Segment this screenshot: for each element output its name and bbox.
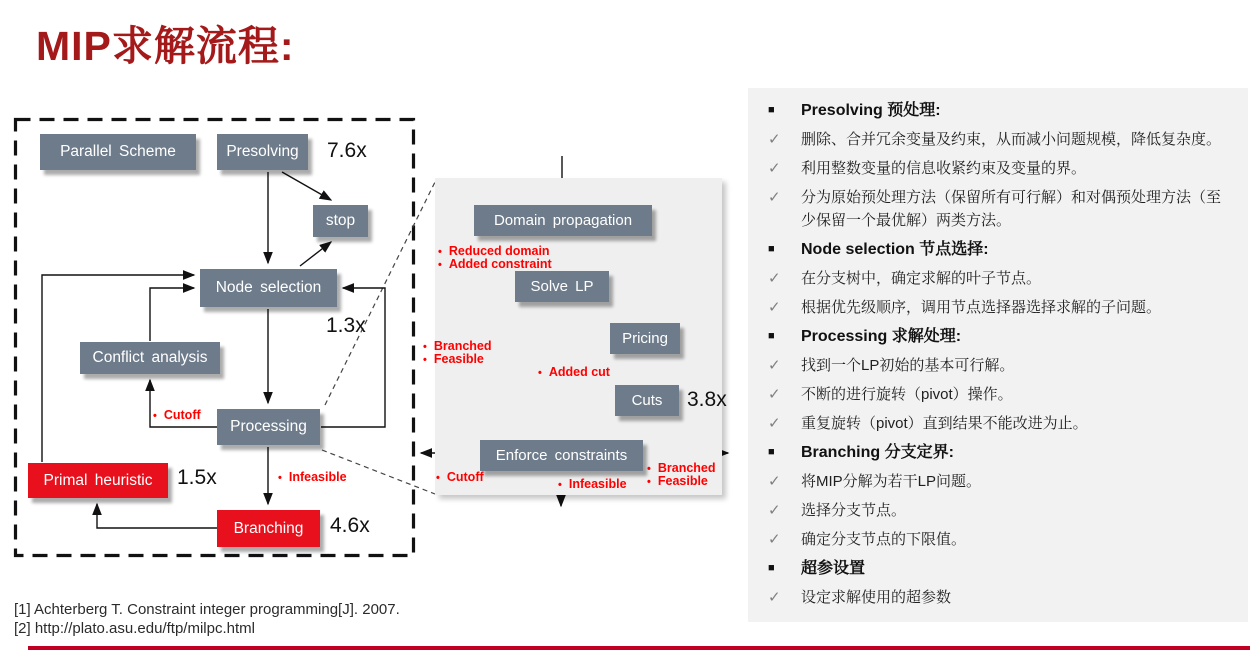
edge-label-text: Cutoff <box>163 408 201 422</box>
node-domain-propagation: Domain propagation <box>474 205 652 236</box>
panel-item-text: 确定分支节点的下限值。 <box>801 531 967 548</box>
panel-item-text: 删除、合并冗余变量及约束，从而减小问题规模，降低复杂度。 <box>801 131 1222 148</box>
panel-item-text: Processing 求解处理: <box>801 328 962 345</box>
edge-label-cutoff <box>153 408 201 422</box>
panel-item-text: 找到一个LP初始的基本可行解。 <box>801 357 1015 374</box>
check-icon: ✓ <box>768 299 781 316</box>
bullet-dot-icon: • <box>647 463 651 475</box>
references <box>14 600 400 638</box>
check-icon: ✓ <box>768 270 781 287</box>
panel-item-text: Node selection 节点选择: <box>801 241 989 258</box>
node-processing: Processing <box>217 409 320 445</box>
panel-item-check <box>768 586 1230 609</box>
check-icon: ✓ <box>768 160 781 177</box>
node-stop: stop <box>313 205 368 237</box>
panel-item-check <box>768 128 1230 151</box>
edge-label-text: Infeasible <box>568 477 627 491</box>
panel-item-header <box>768 557 1230 580</box>
edge-label-reduced-domain <box>438 244 550 258</box>
panel-item-header <box>768 441 1230 464</box>
edge-label-text: Cutoff <box>446 470 484 484</box>
edge-label-feasible-right <box>647 474 708 488</box>
check-icon: ✓ <box>768 189 781 206</box>
edge-label-branched <box>423 339 492 353</box>
node-solve-lp: Solve LP <box>515 271 609 302</box>
edge-label-infeasible-detail <box>558 477 627 491</box>
node-presolving: Presolving <box>217 134 308 170</box>
page-title: MIP求解流程: <box>36 23 295 69</box>
node-branching: Branching <box>217 510 320 547</box>
panel-item-check <box>768 186 1230 232</box>
bullet-dot-icon: • <box>278 472 282 484</box>
check-icon: ✓ <box>768 502 781 519</box>
edge-label-added-cut <box>538 365 610 379</box>
edge-label-cutoff-detail <box>436 470 484 484</box>
bullet-dot-icon: • <box>647 476 651 488</box>
edge-label-text: Branched <box>433 339 492 353</box>
panel-item-check <box>768 412 1230 435</box>
panel-item-header <box>768 99 1230 122</box>
node-pricing: Pricing <box>610 323 680 354</box>
panel-item-check <box>768 296 1230 319</box>
node-node-selection: Node selection <box>200 269 337 307</box>
check-icon: ✓ <box>768 473 781 490</box>
multiplier-node-selection: 1.3x <box>326 314 366 337</box>
node-conflict-analysis: Conflict analysis <box>80 342 220 374</box>
edge-label-text: Reduced domain <box>448 244 550 258</box>
panel-item-text: 选择分支节点。 <box>801 502 907 519</box>
node-enforce-constraints: Enforce constraints <box>480 440 643 471</box>
square-bullet-icon: ■ <box>768 446 775 458</box>
edge-label-added-constraint <box>438 257 552 271</box>
panel-item-check <box>768 383 1230 406</box>
square-bullet-icon: ■ <box>768 562 775 574</box>
edge-label-text: Feasible <box>657 474 708 488</box>
square-bullet-icon: ■ <box>768 243 775 255</box>
check-icon: ✓ <box>768 531 781 548</box>
panel-item-text: 重复旋转（pivot）直到结果不能改进为止。 <box>801 415 1088 432</box>
panel-item-text: 将MIP分解为若干LP问题。 <box>801 473 982 490</box>
bullet-dot-icon: • <box>153 410 157 422</box>
multiplier-primal-heuristic: 1.5x <box>177 466 217 489</box>
panel-item-text: 分为原始预处理方法（保留所有可行解）和对偶预处理方法（至少保留一个最优解）两类方法。 <box>801 189 1222 229</box>
panel-item-text: Presolving 预处理: <box>801 102 941 119</box>
panel-item-text: 超参设置 <box>801 560 866 577</box>
check-icon: ✓ <box>768 589 781 606</box>
check-icon: ✓ <box>768 357 781 374</box>
bullet-dot-icon: • <box>558 479 562 491</box>
edge-label-infeasible <box>278 470 347 484</box>
panel-item-check <box>768 528 1230 551</box>
edge-label-text: Feasible <box>433 352 484 366</box>
panel-item-header <box>768 238 1230 261</box>
panel-item-text: 利用整数变量的信息收紧约束及变量的界。 <box>801 160 1087 177</box>
reference-line-1: [1] Achterberg T. Constraint integer programming[J]. 2007. <box>14 601 400 618</box>
edge-label-feasible <box>423 352 484 366</box>
panel-item-check <box>768 157 1230 180</box>
node-primal-heuristic: Primal heuristic <box>28 463 168 498</box>
right-panel-list <box>748 88 1248 622</box>
node-cuts: Cuts <box>615 385 679 416</box>
panel-item-check <box>768 499 1230 522</box>
multiplier-cuts: 3.8x <box>687 388 727 411</box>
edge-label-text: Added cut <box>548 365 610 379</box>
multiplier-presolving: 7.6x <box>327 139 367 162</box>
node-parallel-scheme: Parallel Scheme <box>40 134 196 170</box>
bullet-dot-icon: • <box>438 246 442 258</box>
square-bullet-icon: ■ <box>768 104 775 116</box>
edge-label-text: Branched <box>657 461 716 475</box>
bullet-dot-icon: • <box>436 472 440 484</box>
footer-accent-bar <box>28 646 1250 650</box>
check-icon: ✓ <box>768 415 781 432</box>
bullet-dot-icon: • <box>438 259 442 271</box>
panel-item-text: 在分支树中，确定求解的叶子节点。 <box>801 270 1042 287</box>
panel-item-check <box>768 354 1230 377</box>
panel-item-text: 不断的进行旋转（pivot）操作。 <box>801 386 1013 403</box>
check-icon: ✓ <box>768 386 781 403</box>
edge-label-text: Infeasible <box>288 470 347 484</box>
edge-label-text: Added constraint <box>448 257 552 271</box>
panel-item-header <box>768 325 1230 348</box>
bullet-dot-icon: • <box>423 341 427 353</box>
panel-item-text: Branching 分支定界: <box>801 444 954 461</box>
check-icon: ✓ <box>768 131 781 148</box>
multiplier-branching: 4.6x <box>330 514 370 537</box>
reference-line-2: [2] http://plato.asu.edu/ftp/milpc.html <box>14 620 255 637</box>
panel-item-text: 设定求解使用的超参数 <box>801 589 952 606</box>
bullet-dot-icon: • <box>538 367 542 379</box>
bullet-dot-icon: • <box>423 354 427 366</box>
square-bullet-icon: ■ <box>768 330 775 342</box>
panel-item-check <box>768 267 1230 290</box>
panel-item-check <box>768 470 1230 493</box>
edge-label-branched-right <box>647 461 716 475</box>
panel-item-text: 根据优先级顺序，调用节点选择器选择求解的子问题。 <box>801 299 1162 316</box>
